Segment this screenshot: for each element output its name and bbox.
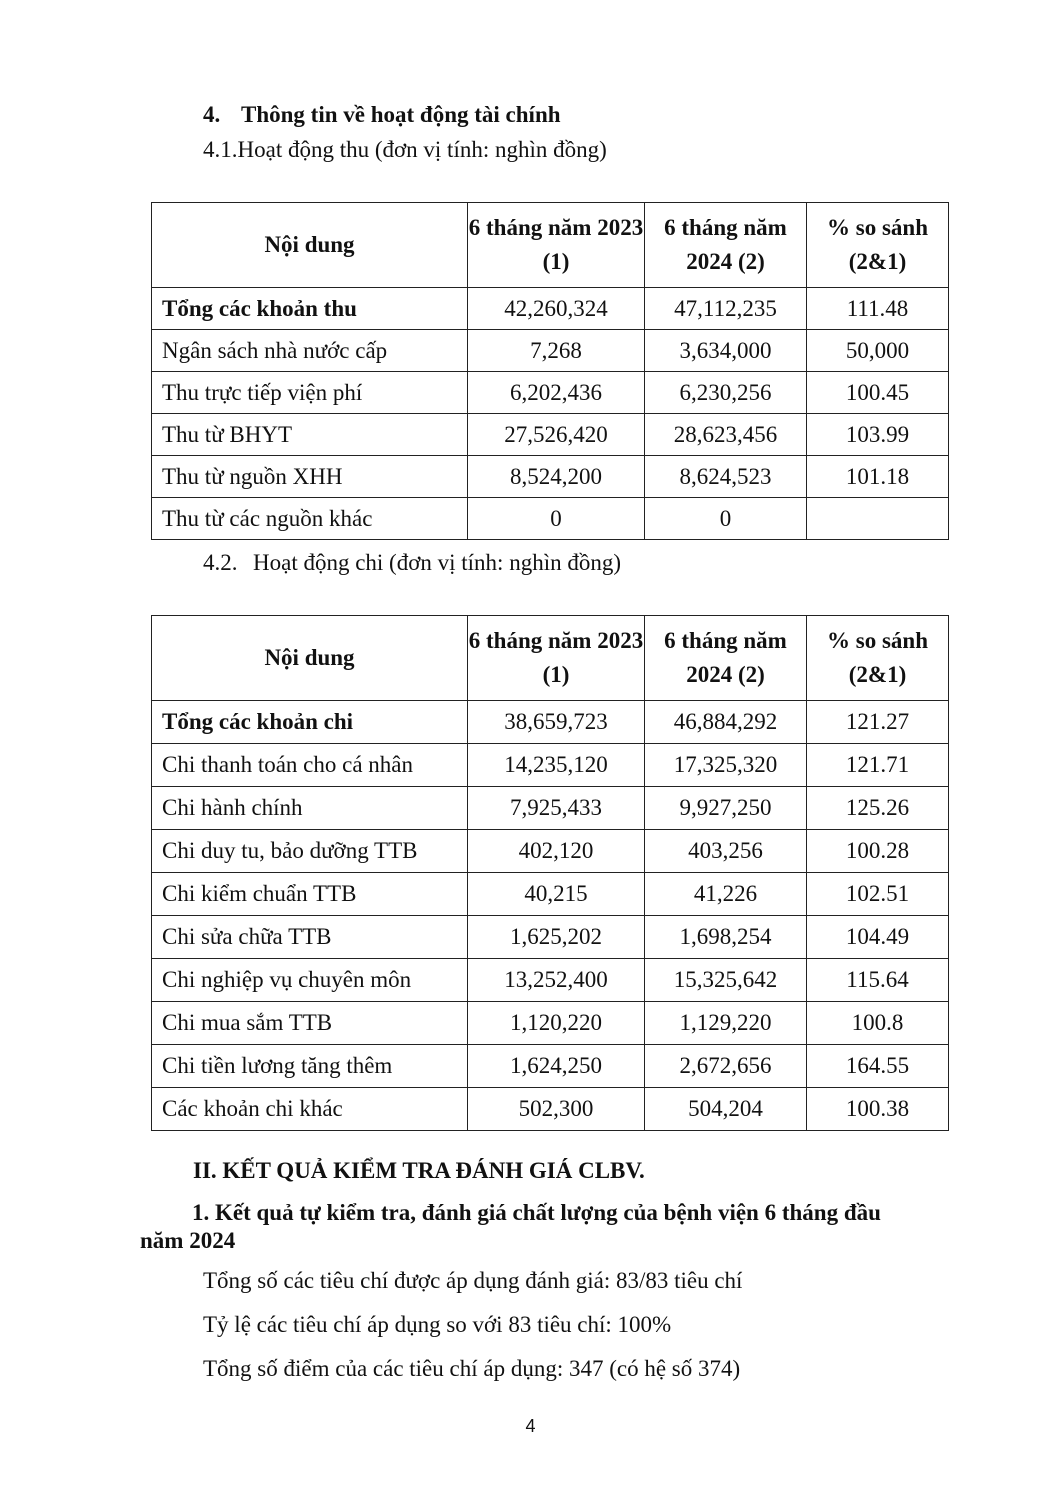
value-percent: 101.18: [807, 456, 949, 498]
header-content: Nội dung: [152, 203, 468, 288]
value-2024: 0: [645, 498, 807, 540]
value-2023: 13,252,400: [468, 959, 645, 1002]
value-2024: 6,230,256: [645, 372, 807, 414]
paragraph-criteria-rate: Tỷ lệ các tiêu chí áp dụng so với 83 tiêu chí: 100%: [203, 1312, 672, 1337]
row-label: Chi thanh toán cho cá nhân: [152, 744, 468, 787]
header-2024: 6 tháng năm 2024 (2): [645, 616, 807, 701]
section-title: Thông tin về hoạt động tài chính: [241, 102, 561, 127]
row-label: Thu trực tiếp viện phí: [152, 372, 468, 414]
value-2024: 41,226: [645, 873, 807, 916]
value-percent: 103.99: [807, 414, 949, 456]
table-row: [152, 787, 949, 830]
row-label: Chi tiền lương tăng thêm: [152, 1045, 468, 1088]
table-row: [152, 1002, 949, 1045]
value-2024: 28,623,456: [645, 414, 807, 456]
section-heading: [203, 102, 561, 128]
header-content: Nội dung: [152, 616, 468, 701]
row-label: Chi hành chính: [152, 787, 468, 830]
income-header-row: [152, 203, 949, 288]
value-percent: 121.71: [807, 744, 949, 787]
section-ii-title: II. KẾT QUẢ KIỂM TRA ĐÁNH GIÁ CLBV.: [193, 1158, 645, 1183]
row-label: Các khoản chi khác: [152, 1088, 468, 1131]
value-percent: 100.28: [807, 830, 949, 873]
row-label: Chi mua sắm TTB: [152, 1002, 468, 1045]
header-percent: % so sánh (2&1): [807, 203, 949, 288]
value-2024: 3,634,000: [645, 330, 807, 372]
value-2023: 1,625,202: [468, 916, 645, 959]
value-2024: 9,927,250: [645, 787, 807, 830]
table-row: [152, 330, 949, 372]
value-2023: 38,659,723: [468, 701, 645, 744]
table-row: [152, 498, 949, 540]
value-2023: 8,524,200: [468, 456, 645, 498]
table-row: [152, 830, 949, 873]
value-2023: 7,925,433: [468, 787, 645, 830]
table-row: [152, 372, 949, 414]
value-percent: 100.45: [807, 372, 949, 414]
value-2024: 46,884,292: [645, 701, 807, 744]
row-label: Thu từ nguồn XHH: [152, 456, 468, 498]
header-2023: 6 tháng năm 2023 (1): [468, 203, 645, 288]
value-2024: 504,204: [645, 1088, 807, 1131]
value-percent: [807, 498, 949, 540]
value-2024: 2,672,656: [645, 1045, 807, 1088]
header-2023: 6 tháng năm 2023 (1): [468, 616, 645, 701]
total-row: [152, 288, 949, 330]
value-percent: 121.27: [807, 701, 949, 744]
table-row: [152, 1045, 949, 1088]
income-table: [151, 202, 949, 540]
row-label: Ngân sách nhà nước cấp: [152, 330, 468, 372]
value-percent: 104.49: [807, 916, 949, 959]
value-2023: 27,526,420: [468, 414, 645, 456]
row-label: Tổng các khoản thu: [152, 288, 468, 330]
value-percent: 111.48: [807, 288, 949, 330]
total-row: [152, 701, 949, 744]
row-label: Chi nghiệp vụ chuyên môn: [152, 959, 468, 1002]
value-2024: 8,624,523: [645, 456, 807, 498]
row-label: Chi kiểm chuẩn TTB: [152, 873, 468, 916]
header-2024: 6 tháng năm 2024 (2): [645, 203, 807, 288]
value-percent: 100.38: [807, 1088, 949, 1131]
table-row: [152, 916, 949, 959]
value-2023: 402,120: [468, 830, 645, 873]
subsection-heading-line1: 1. Kết quả tự kiểm tra, đánh giá chất lượng của bệnh viện 6 tháng đầu: [192, 1200, 881, 1225]
expense-caption-text: Hoạt động chi (đơn vị tính: nghìn đồng): [253, 550, 621, 575]
income-caption: 4.1.Hoạt động thu (đơn vị tính: nghìn đồng): [203, 137, 607, 162]
value-2023: 0: [468, 498, 645, 540]
expense-caption: [203, 550, 621, 576]
row-label: Chi sửa chữa TTB: [152, 916, 468, 959]
value-percent: 50,000: [807, 330, 949, 372]
value-2024: 1,129,220: [645, 1002, 807, 1045]
expense-caption-number: 4.2.: [203, 550, 238, 575]
value-percent: 125.26: [807, 787, 949, 830]
table-row: [152, 414, 949, 456]
expense-header-row: [152, 616, 949, 701]
paragraph-total-score: Tổng số điểm của các tiêu chí áp dụng: 347 (có hệ số 374): [203, 1356, 741, 1381]
value-2023: 1,624,250: [468, 1045, 645, 1088]
value-2024: 17,325,320: [645, 744, 807, 787]
value-percent: 100.8: [807, 1002, 949, 1045]
row-label: Tổng các khoản chi: [152, 701, 468, 744]
expense-table: [151, 615, 949, 1131]
row-label: Thu từ các nguồn khác: [152, 498, 468, 540]
value-2024: 15,325,642: [645, 959, 807, 1002]
table-row: [152, 873, 949, 916]
page-number: 4: [525, 1416, 536, 1436]
value-2024: 47,112,235: [645, 288, 807, 330]
value-percent: 164.55: [807, 1045, 949, 1088]
value-2023: 7,268: [468, 330, 645, 372]
header-percent: % so sánh (2&1): [807, 616, 949, 701]
value-percent: 102.51: [807, 873, 949, 916]
table-row: [152, 744, 949, 787]
table-row: [152, 959, 949, 1002]
subsection-heading-line2: năm 2024: [140, 1228, 236, 1253]
value-percent: 115.64: [807, 959, 949, 1002]
value-2023: 42,260,324: [468, 288, 645, 330]
value-2023: 6,202,436: [468, 372, 645, 414]
paragraph-criteria-count: Tổng số các tiêu chí được áp dụng đánh giá: 83/83 tiêu chí: [203, 1268, 743, 1293]
value-2023: 14,235,120: [468, 744, 645, 787]
row-label: Thu từ BHYT: [152, 414, 468, 456]
section-number: 4.: [203, 102, 221, 127]
value-2023: 40,215: [468, 873, 645, 916]
value-2024: 1,698,254: [645, 916, 807, 959]
value-2023: 1,120,220: [468, 1002, 645, 1045]
value-2024: 403,256: [645, 830, 807, 873]
table-row: [152, 456, 949, 498]
table-row: [152, 1088, 949, 1131]
value-2023: 502,300: [468, 1088, 645, 1131]
row-label: Chi duy tu, bảo dưỡng TTB: [152, 830, 468, 873]
